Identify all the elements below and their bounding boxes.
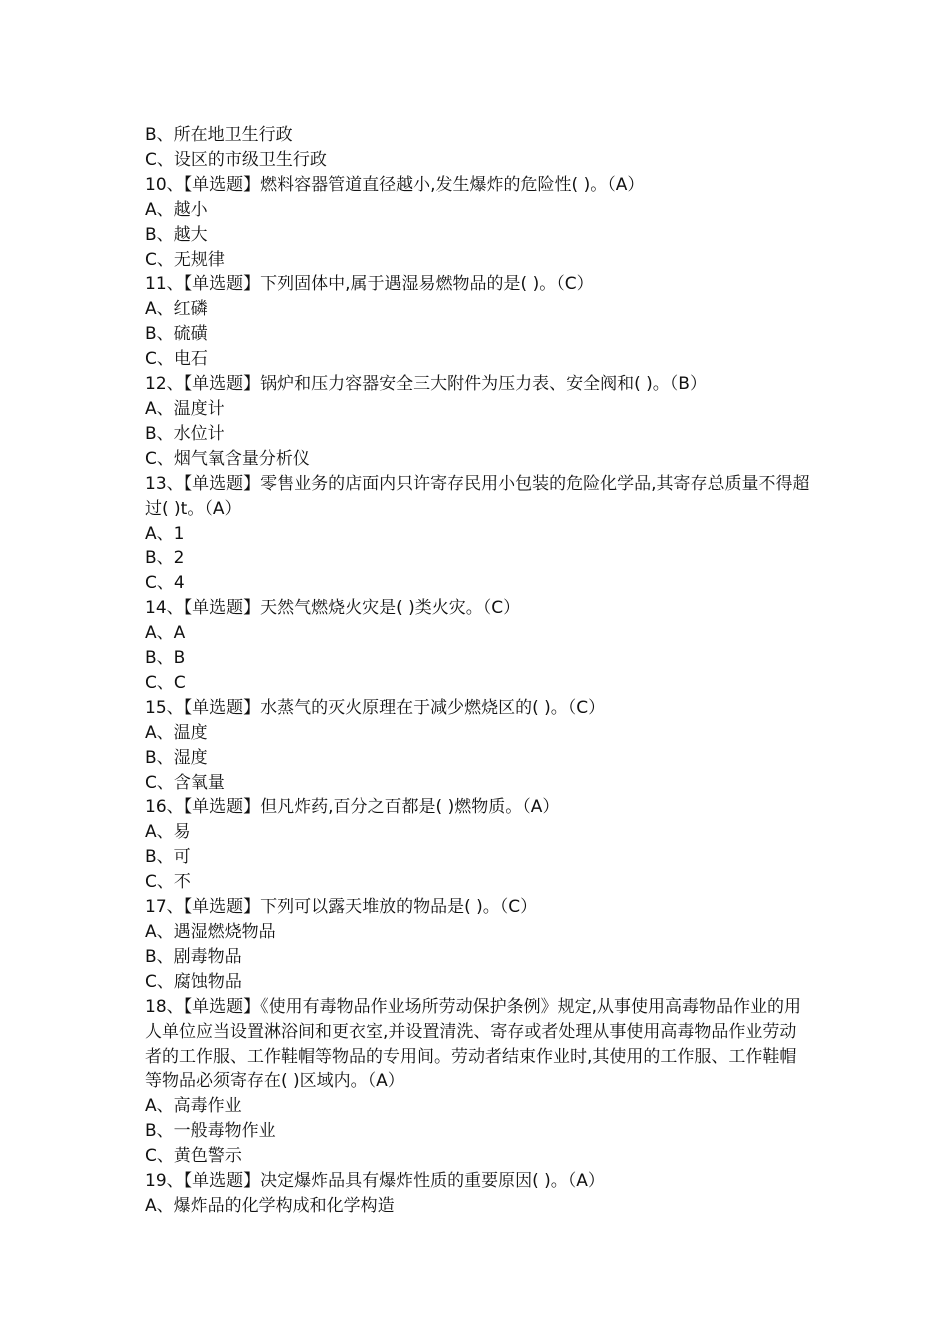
option-line: B、可 bbox=[145, 847, 191, 868]
option-line: C、腐蚀物品 bbox=[145, 971, 242, 992]
option-line: B、2 bbox=[145, 548, 185, 569]
question-text-block bbox=[145, 123, 810, 1219]
option-line: B、硫磺 bbox=[145, 324, 208, 345]
option-line: B、一般毒物作业 bbox=[145, 1121, 276, 1142]
question-line: 16、【单选题】但凡炸药,百分之百都是( )燃物质。（A） bbox=[145, 797, 560, 818]
option-line: C、无规律 bbox=[145, 249, 225, 270]
question-line: 12、【单选题】锅炉和压力容器安全三大附件为压力表、安全阀和( )。（B） bbox=[145, 374, 707, 395]
option-line: C、4 bbox=[145, 573, 185, 594]
option-line: B、B bbox=[145, 648, 186, 669]
option-line: B、越大 bbox=[145, 224, 208, 245]
option-line: C、不 bbox=[145, 872, 191, 893]
option-line: A、越小 bbox=[145, 199, 208, 220]
question-line: 13、【单选题】零售业务的店面内只许寄存民用小包装的危险化学品,其寄存总质量不得超过( )t。（A） bbox=[145, 473, 810, 519]
option-line: C、电石 bbox=[145, 349, 208, 370]
question-line: 18、【单选题】《使用有毒物品作业场所劳动保护条例》规定,从事使用高毒物品作业的用人单位应当设置淋浴间和更衣室,并设置清洗、寄存或者处理从事使用高毒物品作业劳动者的工作服、工作鞋帽等物品的专用间。劳动者结束作业时,其使用的工作服、工作鞋帽等物品必须寄存在( )区域内。（A） bbox=[145, 996, 802, 1092]
option-line: A、温度计 bbox=[145, 398, 225, 419]
option-line: C、含氧量 bbox=[145, 772, 225, 793]
option-line: C、C bbox=[145, 672, 186, 693]
question-line: 15、【单选题】水蒸气的灭火原理在于减少燃烧区的( )。（C） bbox=[145, 697, 606, 718]
option-line: A、红磷 bbox=[145, 299, 208, 320]
option-line: C、烟气氧含量分析仪 bbox=[145, 448, 310, 469]
option-line: B、所在地卫生行政 bbox=[145, 125, 293, 145]
option-line: A、温度 bbox=[145, 722, 208, 743]
question-line: 19、【单选题】决定爆炸品具有爆炸性质的重要原因( )。（A） bbox=[145, 1171, 605, 1192]
option-line: C、设区的市级卫生行政 bbox=[145, 149, 327, 170]
option-line: A、爆炸品的化学构成和化学构造 bbox=[145, 1195, 395, 1216]
option-line: C、黄色警示 bbox=[145, 1146, 242, 1167]
question-line: 17、【单选题】下列可以露天堆放的物品是( )。（C） bbox=[145, 897, 538, 918]
question-line: 14、【单选题】天然气燃烧火灾是( )类火灾。（C） bbox=[145, 598, 521, 619]
option-line: A、A bbox=[145, 623, 186, 644]
question-line: 10、【单选题】燃料容器管道直径越小,发生爆炸的危险性( )。（A） bbox=[145, 174, 645, 195]
option-line: A、遇湿燃烧物品 bbox=[145, 922, 276, 942]
option-line: B、剧毒物品 bbox=[145, 946, 242, 967]
option-line: A、1 bbox=[145, 523, 185, 544]
option-line: B、湿度 bbox=[145, 747, 208, 768]
question-line: 11、【单选题】下列固体中,属于遇湿易燃物品的是( )。（C） bbox=[145, 274, 594, 295]
option-line: A、高毒作业 bbox=[145, 1096, 242, 1117]
option-line: A、易 bbox=[145, 822, 191, 843]
option-line: B、水位计 bbox=[145, 423, 225, 444]
